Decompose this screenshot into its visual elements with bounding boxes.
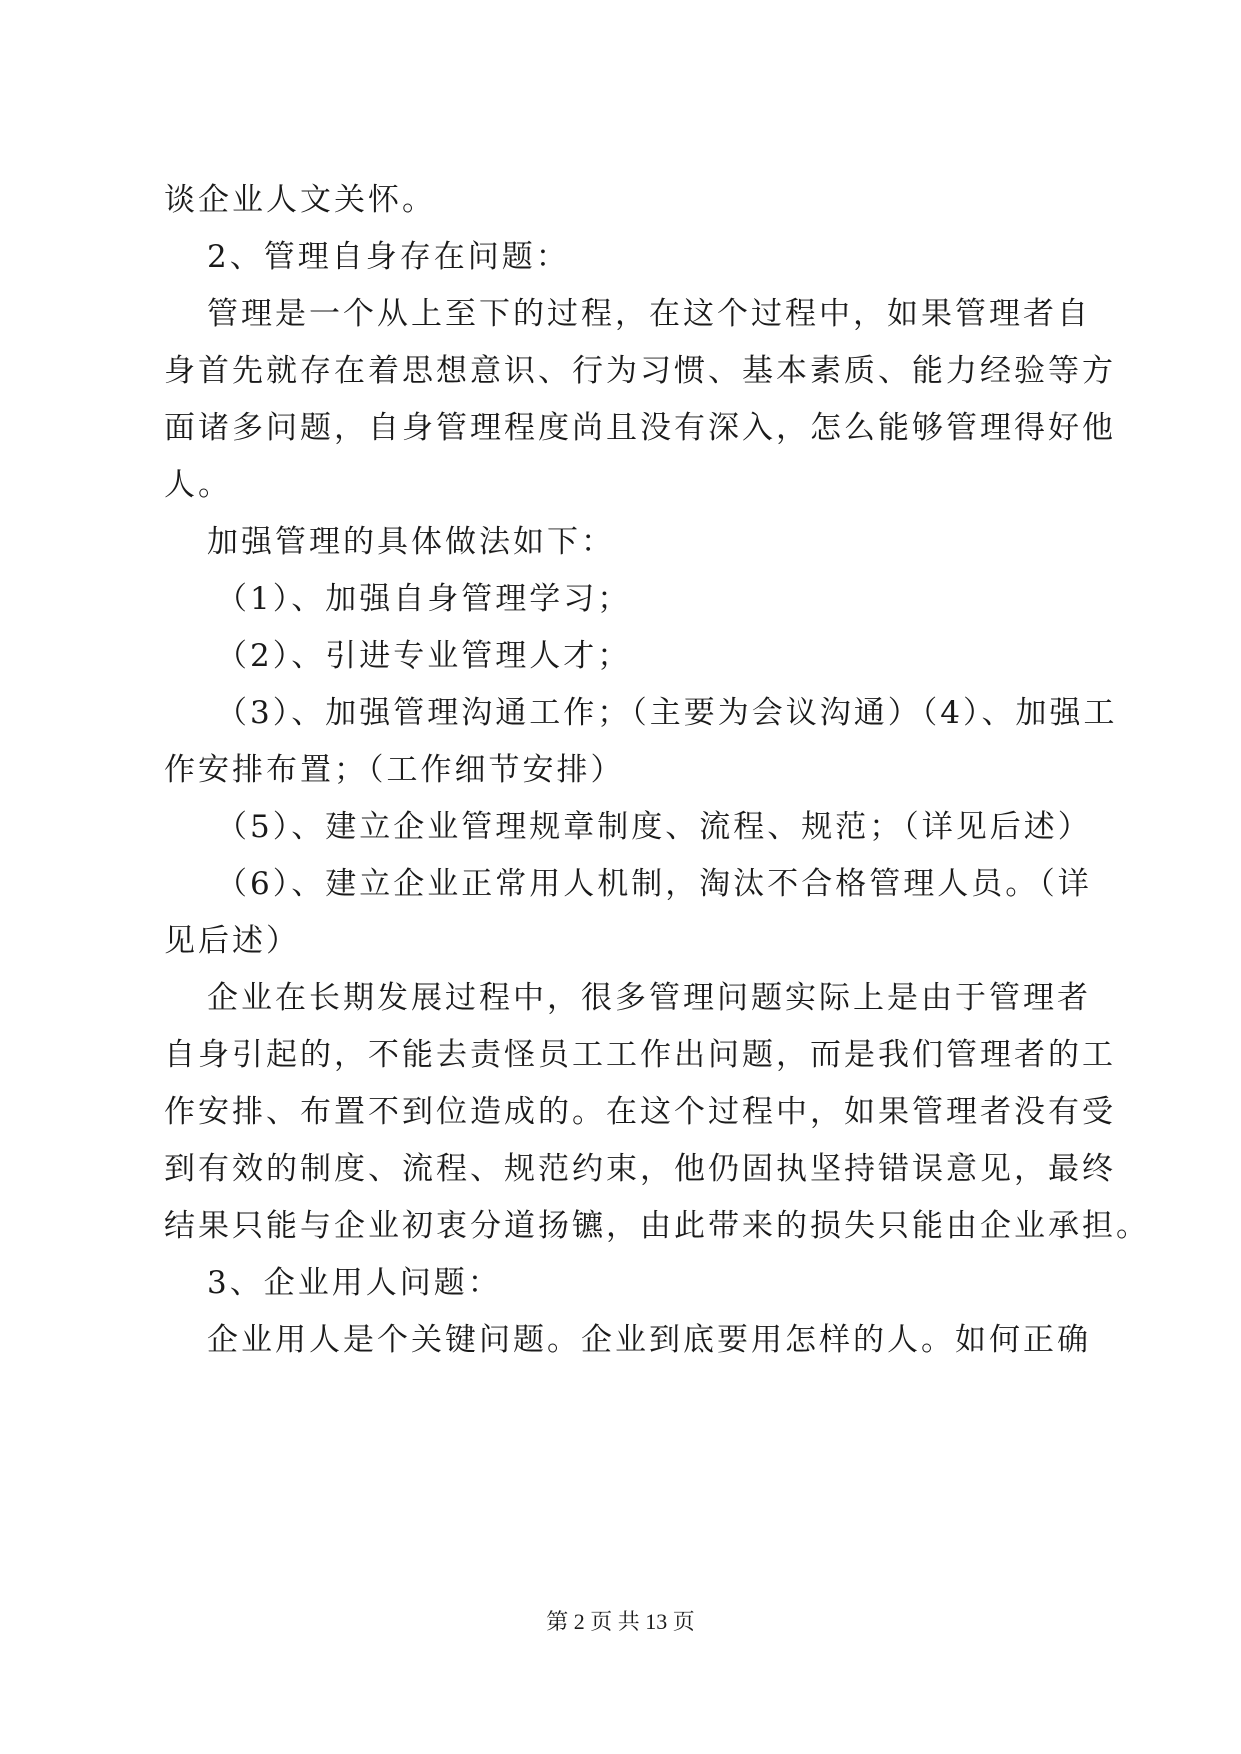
text-line: 身首先就存在着思想意识、行为习惯、基本素质、能力经验等方	[164, 353, 1116, 389]
text-line: （1）、加强自身管理学习；	[216, 581, 632, 617]
text-line: 3、企业用人问题：	[207, 1265, 502, 1301]
text-line: （6）、建立企业正常用人机制，淘汰不合格管理人员。（详	[216, 866, 1092, 902]
text-line: 企业用人是个关键问题。企业到底要用怎样的人。如何正确	[207, 1322, 1091, 1358]
text-line: 面诸多问题，自身管理程度尚且没有深入，怎么能够管理得好他	[164, 410, 1116, 446]
text-line: 作安排、布置不到位造成的。在这个过程中，如果管理者没有受	[164, 1094, 1116, 1130]
text-line: 到有效的制度、流程、规范约束，他仍固执坚持错误意见，最终	[164, 1151, 1116, 1187]
text-line: （5）、建立企业管理规章制度、流程、规范；（详见后述）	[216, 809, 1092, 845]
text-line: 企业在长期发展过程中，很多管理问题实际上是由于管理者	[207, 980, 1091, 1016]
text-line: 管理是一个从上至下的过程，在这个过程中，如果管理者自	[207, 296, 1091, 332]
text-line: （2）、引进专业管理人才；	[216, 638, 632, 674]
page-footer: 第 2 页 共 13 页	[546, 1609, 695, 1634]
text-line: 作安排布置；（工作细节安排）	[164, 752, 625, 788]
text-line: 自身引起的，不能去责怪员工工作出问题，而是我们管理者的工	[164, 1037, 1116, 1073]
text-line: 结果只能与企业初衷分道扬镳，由此带来的损失只能由企业承担。	[164, 1208, 1150, 1244]
text-line: （3）、加强管理沟通工作；（主要为会议沟通）（4）、加强工	[216, 695, 1118, 731]
text-line: 2、管理自身存在问题：	[207, 239, 570, 275]
text-line: 加强管理的具体做法如下：	[207, 524, 615, 560]
text-line: 人。	[164, 467, 232, 503]
text-line: 见后述）	[164, 923, 300, 959]
text-line: 谈企业人文关怀。	[164, 182, 436, 218]
